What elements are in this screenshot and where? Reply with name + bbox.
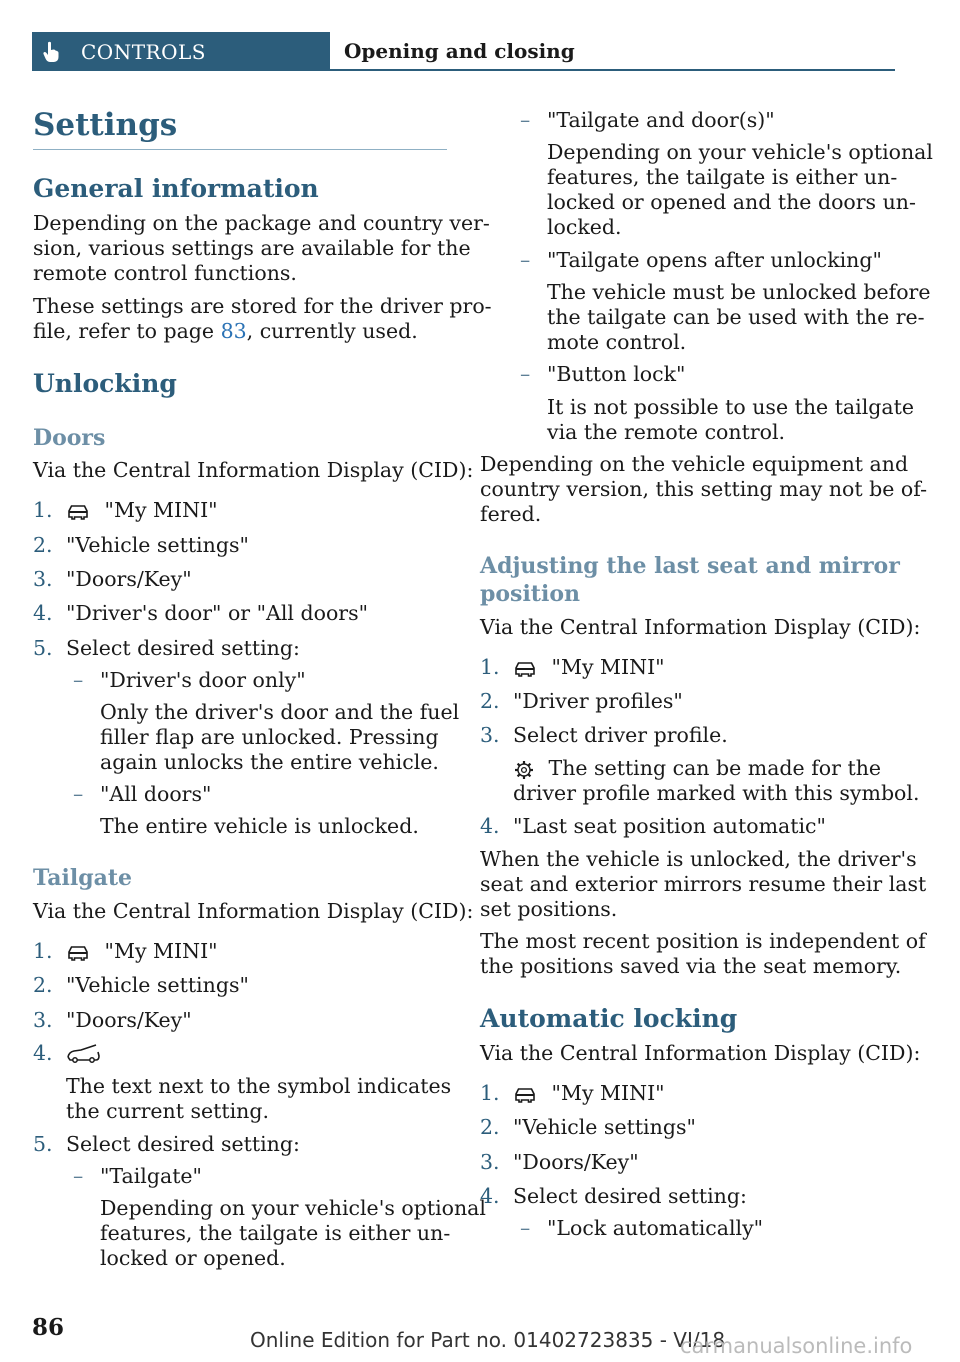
option-label: "Tailgate opens after unlocking": [547, 248, 882, 272]
option-desc: features, the tailgate is either un-: [100, 1221, 451, 1245]
option-desc: mote control.: [547, 330, 687, 354]
option-desc: It is not possible to use the tailgate: [547, 395, 914, 419]
chapter-title: Opening and closing: [344, 39, 575, 63]
step-number: 1.: [480, 655, 500, 679]
step-number: 1.: [33, 939, 53, 963]
list-item: [480, 723, 728, 748]
list-item: [480, 689, 683, 714]
step-number: 2.: [33, 973, 53, 997]
option-label: "Tailgate": [100, 1164, 202, 1188]
step-number: 5.: [33, 636, 53, 660]
option-desc: Depending on your vehicle's optional: [100, 1196, 486, 1220]
option-label: "Lock automatically": [547, 1216, 764, 1240]
paragraph-line: When the vehicle is unlocked, the driver's: [480, 847, 917, 871]
list-item: [480, 1184, 747, 1209]
option-label: "Driver's door only": [100, 668, 306, 692]
step-text: "Driver profiles": [513, 689, 683, 713]
dash-bullet: –: [520, 362, 531, 386]
paragraph-line: These settings are stored for the driver pro-: [33, 294, 492, 318]
list-item: [480, 655, 665, 680]
page-title: Settings: [33, 107, 178, 143]
step-text: "Vehicle settings": [513, 1115, 696, 1139]
step-number: 4.: [480, 1184, 500, 1208]
list-item: [33, 1041, 53, 1066]
dash-bullet: –: [73, 668, 84, 692]
intro-text: Via the Central Information Display (CID):: [480, 615, 921, 639]
step-text: "Vehicle settings": [66, 973, 249, 997]
option-desc: Only the driver's door and the fuel: [100, 700, 460, 724]
heading-seat-mirror: Adjusting the last seat and mirror: [480, 553, 900, 579]
list-item: [33, 1008, 192, 1033]
heading-doors: Doors: [33, 425, 106, 451]
list-item: [480, 1081, 665, 1106]
dash-bullet: –: [520, 1216, 531, 1240]
step-number: 2.: [480, 689, 500, 713]
heading-automatic-locking: Automatic locking: [480, 1004, 738, 1033]
step-desc: The text next to the symbol indicates: [66, 1074, 452, 1098]
step-text: "My MINI": [104, 498, 218, 522]
list-item: [33, 636, 300, 661]
intro-text: Via the Central Information Display (CID):: [33, 899, 474, 923]
paragraph-line: the positions saved via the seat memory.: [480, 954, 902, 978]
dash-bullet: –: [520, 248, 531, 272]
list-item: [33, 533, 249, 558]
car-icon: [513, 1087, 537, 1103]
option-desc: locked or opened.: [100, 1246, 286, 1270]
option-desc: The entire vehicle is unlocked.: [100, 814, 419, 838]
list-item: [33, 1132, 300, 1157]
step-number: 3.: [33, 1008, 53, 1032]
heading-general-information: General information: [33, 174, 319, 203]
title-divider: [33, 149, 447, 150]
list-item: [480, 814, 826, 839]
paragraph-line: Depending on the vehicle equipment and: [480, 452, 909, 476]
paragraph-line: Depending on the package and country ver-: [33, 211, 490, 235]
paragraph-line: The most recent position is independent of: [480, 929, 926, 953]
section-label: CONTROLS: [81, 40, 206, 64]
car-icon: [66, 504, 90, 520]
option-desc: locked or opened and the doors un-: [547, 190, 916, 214]
step-text: "Driver's door" or "All doors": [66, 601, 369, 625]
list-item: [33, 601, 369, 626]
page-header: [32, 32, 895, 71]
dash-bullet: –: [520, 108, 531, 132]
gear-icon: [513, 759, 535, 781]
step-text: Select desired setting:: [513, 1184, 747, 1208]
dash-bullet: –: [73, 782, 84, 806]
paragraph-line: set positions.: [480, 897, 618, 921]
option-desc: via the remote control.: [547, 420, 786, 444]
step-number: 5.: [33, 1132, 53, 1156]
option-desc: features, the tailgate is either un-: [547, 165, 898, 189]
intro-text: Via the Central Information Display (CID):: [480, 1041, 921, 1065]
paragraph-line: fered.: [480, 502, 542, 526]
step-number: 3.: [480, 723, 500, 747]
option-desc: Depending on your vehicle's optional: [547, 140, 933, 164]
list-item: [33, 567, 192, 592]
header-rule: [330, 69, 895, 71]
step-number: 2.: [480, 1115, 500, 1139]
option-label: "Tailgate and door(s)": [547, 108, 775, 132]
hand-pointer-icon: [42, 41, 60, 63]
list-item: [33, 973, 249, 998]
step-text: "Vehicle settings": [66, 533, 249, 557]
heading-unlocking: Unlocking: [33, 369, 177, 398]
step-number: 1.: [480, 1081, 500, 1105]
step-number: 1.: [33, 498, 53, 522]
page-number: 86: [32, 1314, 65, 1341]
step-text: "Doors/Key": [66, 567, 192, 591]
car-icon: [513, 661, 537, 677]
option-desc: filler flap are unlocked. Pressing: [100, 725, 439, 749]
option-desc: again unlocks the entire vehicle.: [100, 750, 439, 774]
step-desc: the current setting.: [66, 1099, 269, 1123]
list-item: [480, 1150, 639, 1175]
heading-tailgate: Tailgate: [33, 865, 133, 891]
tailgate-open-icon: [66, 1043, 102, 1063]
step-number: 4.: [480, 814, 500, 838]
step-number: 4.: [33, 601, 53, 625]
step-number: 3.: [33, 567, 53, 591]
paragraph-line: sion, various settings are available for the: [33, 236, 471, 260]
section-tab: [32, 32, 330, 71]
option-desc: the tailgate can be used with the re-: [547, 305, 925, 329]
heading-seat-mirror: position: [480, 581, 580, 607]
option-desc: The vehicle must be unlocked before: [547, 280, 931, 304]
step-text: "My MINI": [104, 939, 218, 963]
step-text: "Last seat position automatic": [513, 814, 826, 838]
list-item: [33, 498, 218, 523]
step-text: "My MINI": [551, 655, 665, 679]
watermark: carmanualsonline.info: [680, 1334, 913, 1358]
intro-text: Via the Central Information Display (CID):: [33, 458, 474, 482]
option-label: "All doors": [100, 782, 212, 806]
step-text: Select desired setting:: [66, 1132, 300, 1156]
step-number: 3.: [480, 1150, 500, 1174]
car-icon: [66, 945, 90, 961]
paragraph-line: country version, this setting may not be of-: [480, 477, 928, 501]
paragraph-line: seat and exterior mirrors resume their last: [480, 872, 927, 896]
list-item: [480, 1115, 696, 1140]
step-note: driver profile marked with this symbol.: [513, 781, 920, 805]
paragraph-line: remote control functions.: [33, 261, 297, 285]
option-label: "Button lock": [547, 362, 686, 386]
step-text: Select desired setting:: [66, 636, 300, 660]
option-desc: locked.: [547, 215, 622, 239]
step-number: 4.: [33, 1041, 53, 1065]
dash-bullet: –: [73, 1164, 84, 1188]
step-text: "Doors/Key": [66, 1008, 192, 1032]
list-item: [33, 939, 218, 964]
step-text: "Doors/Key": [513, 1150, 639, 1174]
step-text: Select driver profile.: [513, 723, 728, 747]
step-number: 2.: [33, 533, 53, 557]
footer-edition: Online Edition for Part no. 01402723835 - VI/18: [250, 1328, 726, 1352]
paragraph-line: file, refer to page 83, currently used.: [33, 319, 418, 343]
step-text: "My MINI": [551, 1081, 665, 1105]
page-link[interactable]: 83: [220, 319, 247, 343]
step-note: The setting can be made for the: [513, 756, 881, 781]
